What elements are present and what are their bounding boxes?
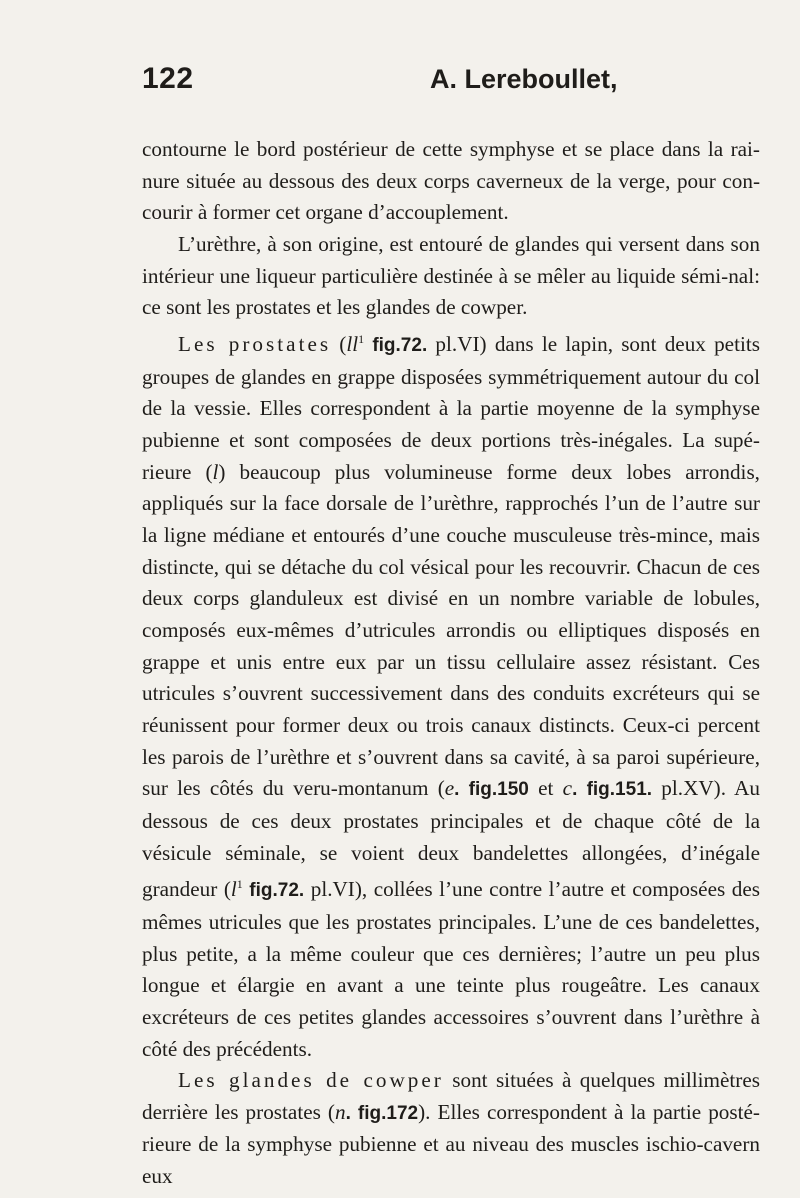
- running-head: A. Lereboullet,: [430, 64, 618, 94]
- figure-label: e: [444, 776, 455, 801]
- figure-label: l: [212, 459, 219, 484]
- figure-reference: fig.72.: [242, 880, 305, 902]
- page-number: 122: [142, 62, 194, 95]
- figure-label: c: [562, 776, 573, 801]
- text-run: pl.XV). Au dessous de ces deux prostates principales et de chaque côté de la vésicule séminale, se voient deux bandelettes allongées, d’inégale grandeur (: [142, 776, 760, 902]
- figure-label: n: [334, 1099, 346, 1124]
- paragraph-2: L’urèthre, à son origine, est entouré de glandes qui versent dans son intérieur une liqueur particulière destinée à se mêler au liquide sémi-nal: ce sont les prostates et les glandes de cowper.: [142, 231, 760, 320]
- figure-label: l: [230, 877, 237, 902]
- section-lead-prostates: Les prostates: [178, 332, 332, 356]
- text-run: ) beaucoup plus volumineuse forme deux lobes arrondis, appliqués sur la face dorsale de l’urèthre, rapprochés l’un de l’autre sur la ligne médiane et entourés d’une couche musculeuse très-mince, mais distincte, qui se détache du col vésical pour les recouvrir. Chacun de ces deux corps glanduleux est divisé en un nombre variable de lobules, composés eux-mêmes d’utricules arrondis ou elliptiques disposés en grappe et unis entre eux par un tissu cellulaire assez résistant. Ces utricules s’ouvrent successivement dans des conduits excréteurs qui se réunissent pour former deux ou trois canaux distincts. Ceux-ci percent les parois de l’urèthre et s’ouvrent dans sa cavité, à sa paroi supérieure, sur les côtés du veru-montanum (: [142, 459, 760, 801]
- figure-label-superscript: 1: [358, 331, 365, 346]
- paragraph-4: [142, 1065, 760, 1193]
- text-run: ). Elles correspondent à la partie posté-rieure de la symphyse pubienne et au niveau des muscles ischio-cavern eux: [142, 1099, 760, 1189]
- page-header: [142, 62, 762, 102]
- text-run: pl.VI), collées l’une contre l’autre et composées des mêmes utricules que les prostates principales. L’une de ces bandelettes, plus petite, a la même couleur que ces dernières; l’autre un peu plus longue et élargie en avant a une teinte plus rougeâtre. Les canaux excréteurs de ces petites glandes accessoires s’ouvrent dans l’urèthre à côté des précédents.: [142, 877, 760, 1061]
- text-run: dans le lapin, sont deux petits groupes de glandes en grappe disposées symmétriquement autour du col de la vessie. Elles correspondent à la partie moyenne de la symphyse pubienne et sont composées de deux portions très-inégales. La supé-rieure (: [142, 332, 760, 484]
- paragraph-1: contourne le bord postérieur de cette symphyse et se place dans la rai-nure située au dessous des deux corps caverneux de la verge, pour con-courir à former cet organe d’accouplement.: [142, 137, 760, 225]
- body-text: [142, 134, 760, 1193]
- figure-reference: fig.72.: [364, 335, 428, 356]
- figure-reference: . fig.172: [345, 1102, 419, 1124]
- plate-reference: pl.VI): [427, 332, 487, 356]
- figure-reference: . fig.150: [454, 779, 529, 801]
- text-run: sont situées à quelques millimètres derrière les prostates (: [142, 1068, 760, 1124]
- text-run: et: [528, 776, 563, 801]
- section-lead-cowper: Les glandes de cowper: [178, 1068, 444, 1093]
- figure-label: ll: [346, 332, 359, 356]
- figure-reference: . fig.151.: [572, 779, 653, 801]
- paragraph-3: [142, 324, 760, 1065]
- figure-label-superscript: 1: [236, 877, 243, 892]
- ref-open: (: [331, 332, 347, 356]
